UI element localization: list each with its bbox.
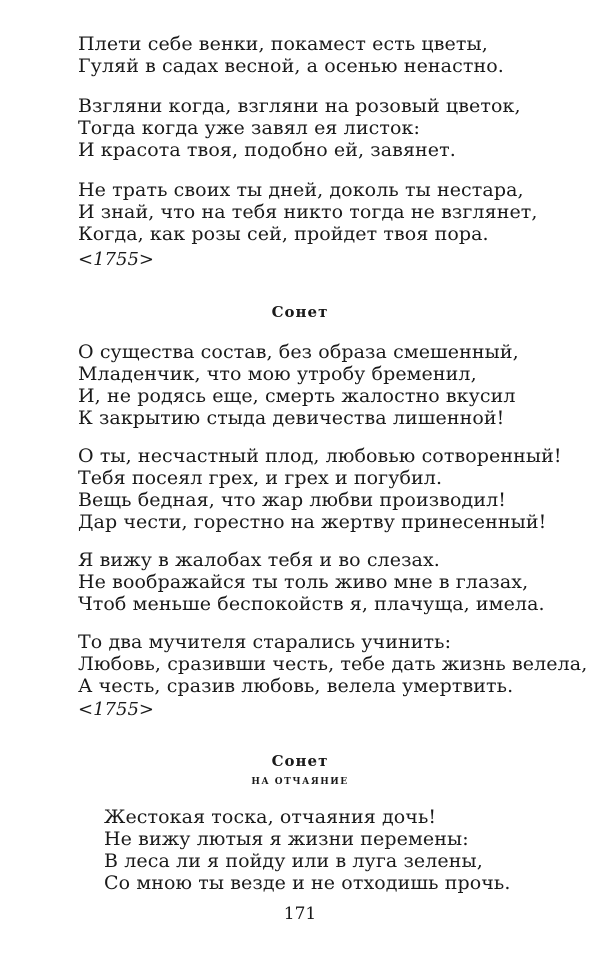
- poem-line: Младенчик, что мою утробу бременил,: [78, 363, 477, 385]
- poem-line: О ты, несчастный плод, любовью сотворенный!: [78, 445, 562, 467]
- poem-line: Я вижу в жалобах тебя и во слезах.: [78, 549, 440, 571]
- poem-title: Сонет: [271, 303, 329, 321]
- poem-line: Чтоб меньше беспокойств я, плачуща, имела.: [78, 593, 545, 615]
- poem-line: К закрытию стыда девичества лишенной!: [78, 407, 505, 429]
- poem-line: В леса ли я пойду или в луга зелены,: [104, 850, 483, 872]
- poem-line: Не воображайся ты толь живо мне в глазах,: [78, 571, 529, 593]
- poem-line: Когда, как розы сей, пройдет твоя пора.: [78, 223, 489, 245]
- poem-line: А честь, сразив любовь, велела умертвить.: [78, 675, 514, 697]
- poem-title: Сонет: [271, 752, 329, 770]
- poem-line: Тогда когда уже завял ея листок:: [78, 117, 420, 139]
- poem-line: И знай, что на тебя никто тогда не взглянет,: [78, 201, 538, 223]
- poem-line: Жестокая тоска, отчаяния дочь!: [104, 806, 437, 828]
- poem-line: Со мною ты везде и не отходишь прочь.: [104, 872, 511, 894]
- poem-line: Взгляни когда, взгляни на розовый цветок,: [78, 95, 521, 117]
- poem-line: Любовь, сразивши честь, тебе дать жизнь велела,: [78, 653, 588, 675]
- poem-line: То два мучителя старались учинить:: [78, 631, 452, 653]
- poem-date: <1755>: [78, 699, 154, 720]
- poem-line: Тебя посеял грех, и грех и погубил.: [78, 467, 443, 489]
- poem-line: Дар чести, горестно на жертву принесенный!: [78, 511, 547, 533]
- page-number: 171: [283, 904, 317, 924]
- poem-line: Вещь бедная, что жар любви производил!: [78, 489, 506, 511]
- poem-line: Не трать своих ты дней, доколь ты нестара,: [78, 179, 524, 201]
- poem-line: Плети себе венки, покамест есть цветы,: [78, 33, 488, 55]
- poem-date: <1755>: [78, 249, 154, 270]
- poem-line: И красота твоя, подобно ей, завянет.: [78, 139, 456, 161]
- poem-line: Не вижу лютыя я жизни перемены:: [104, 828, 469, 850]
- poem-subtitle: НА ОТЧАЯНИЕ: [251, 777, 349, 787]
- poem-line: О существа состав, без образа смешенный,: [78, 341, 519, 363]
- poem-line: И, не родясь еще, смерть жалостно вкусил: [78, 385, 516, 407]
- poem-line: Гуляй в садах весной, а осенью ненастно.: [78, 55, 504, 77]
